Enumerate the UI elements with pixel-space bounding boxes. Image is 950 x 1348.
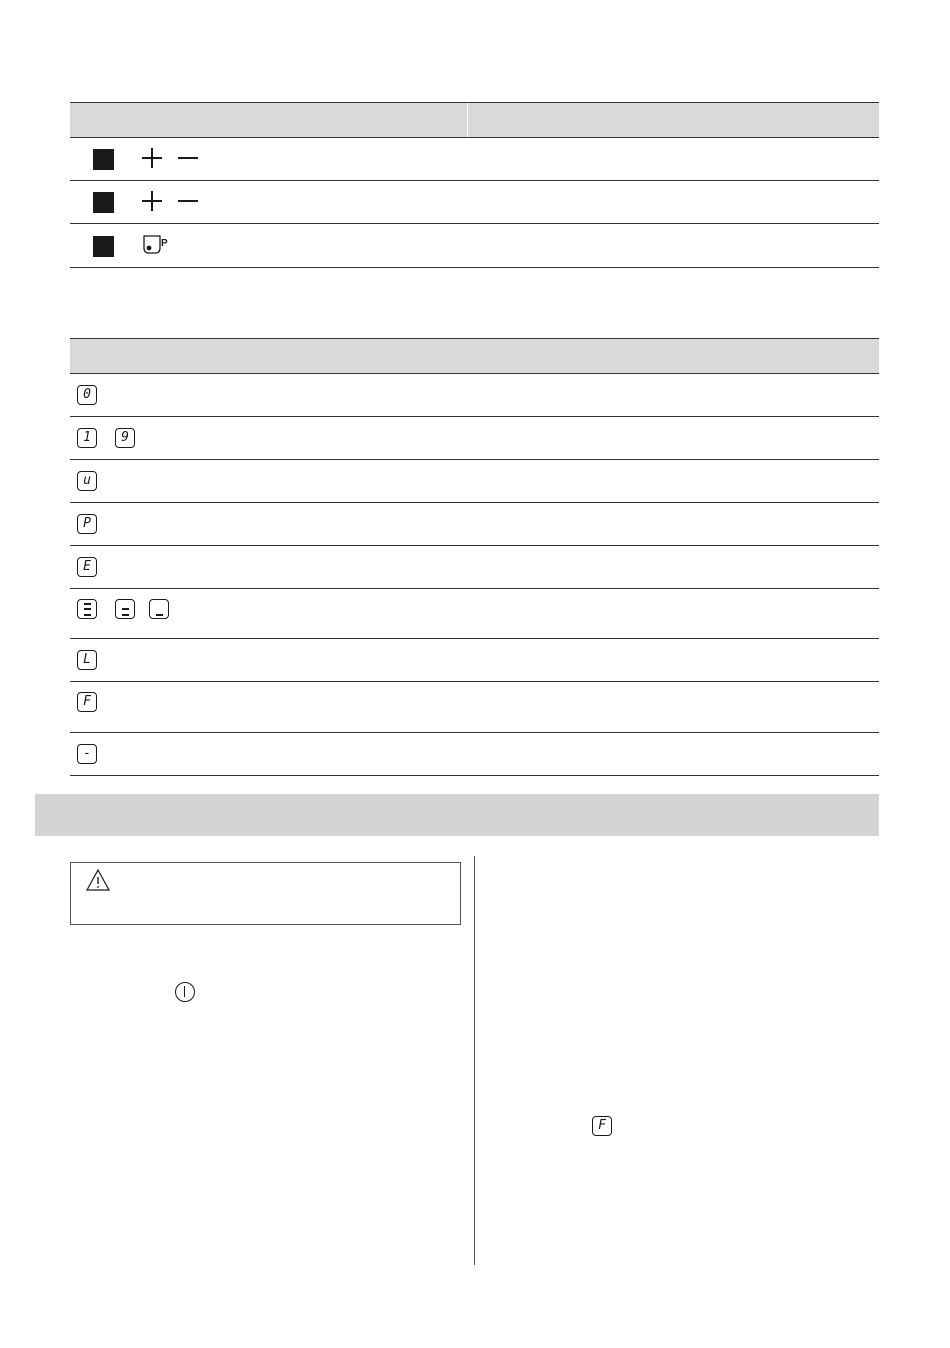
bars-2-icon [115,599,135,619]
table-row [70,460,879,503]
display-f-inline-icon: F [592,1116,612,1136]
table-row [70,181,879,224]
minus-icon [178,157,198,159]
table-row [70,224,879,268]
display-l-icon: L [77,650,97,670]
plus-icon [142,148,162,168]
table-row [70,503,879,546]
display-e-icon: E [77,557,97,577]
power-icon [175,982,195,1002]
sensor-field-icon [93,149,114,170]
bars-1-icon [149,599,169,619]
display-9-icon: 9 [115,428,135,448]
pot-p-label: P [161,238,168,249]
display-p-icon: P [77,514,97,534]
table-row [70,546,879,589]
table-row [70,417,879,460]
column-divider [474,856,475,1265]
controls-table [70,102,879,268]
displays-table-header [70,338,879,374]
bars-3-icon [77,599,97,619]
minus-icon [178,200,198,202]
warning-box [70,862,461,925]
sensor-field-icon [93,236,114,257]
display-u-icon: u [77,471,97,491]
plus-icon [142,191,162,211]
table-row [70,639,879,682]
table-row [70,589,879,639]
table-row [70,138,879,181]
table-row [70,733,879,776]
controls-table-header [70,102,879,138]
table-row [70,682,879,733]
warning-icon [85,868,111,892]
sensor-field-icon [93,192,114,213]
display-0-icon: 0 [77,385,97,405]
section-heading-bar [35,794,879,836]
display-dash-icon: - [77,744,97,764]
display-1-icon: 1 [77,428,97,448]
display-f-icon: F [77,692,97,712]
displays-table [70,338,879,776]
table-row [70,374,879,417]
pot-indicator-icon [142,234,172,256]
